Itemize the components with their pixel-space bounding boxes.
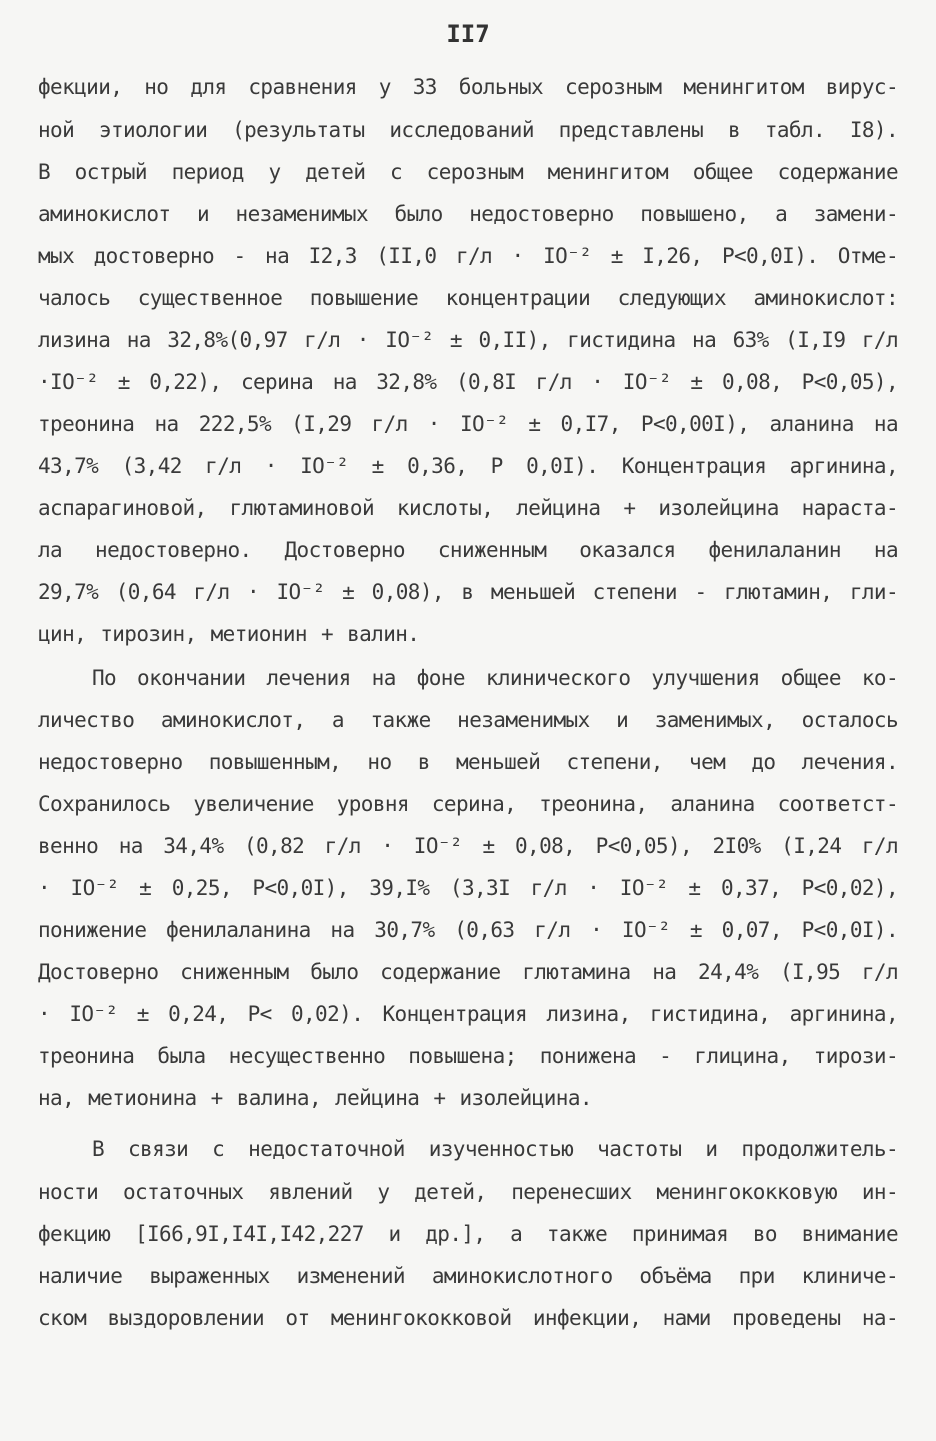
text-line: ной этиологии (результаты исследований представлены в табл. I8). bbox=[38, 118, 898, 142]
text-line: Достоверно сниженным было содержание глютамина на 24,4% (I,95 г/л bbox=[38, 960, 898, 984]
text-line: аминокислот и незаменимых было недостоверно повышено, а замени- bbox=[38, 202, 898, 226]
text-line: ·IO⁻² ± 0,22), серина на 32,8% (0,8I г/л · IO⁻² ± 0,08, P<0,05), bbox=[38, 370, 898, 394]
text-line: цин, тирозин, метионин + валин. bbox=[38, 622, 420, 646]
text-line: наличие выраженных изменений аминокислотного объёма при клиниче- bbox=[38, 1264, 898, 1288]
text-line: венно на 34,4% (0,82 г/л · IO⁻² ± 0,08, P<0,05), 2I0% (I,24 г/л bbox=[38, 834, 898, 858]
text-line: · IO⁻² ± 0,25, P<0,0I), 39,I% (3,3I г/л · IO⁻² ± 0,37, P<0,02), bbox=[38, 876, 898, 900]
text-line: 43,7% (3,42 г/л · IO⁻² ± 0,36, P 0,0I). Концентрация аргинина, bbox=[38, 454, 898, 478]
text-line: мых достоверно - на I2,3 (II,0 г/л · IO⁻² ± I,26, P<0,0I). Отме- bbox=[38, 244, 898, 268]
page-number: II7 bbox=[446, 20, 490, 48]
text-line: треонина была несущественно повышена; понижена - глицина, тирози- bbox=[38, 1044, 898, 1068]
text-line: По окончании лечения на фоне клинического улучшения общее ко- bbox=[92, 666, 898, 690]
text-line: · IO⁻² ± 0,24, P< 0,02). Концентрация лизина, гистидина, аргинина, bbox=[38, 1002, 898, 1026]
text-line: лизина на 32,8%(0,97 г/л · IO⁻² ± 0,II), гистидина на 63% (I,I9 г/л bbox=[38, 328, 898, 352]
text-line: на, метионина + валина, лейцина + изолейцина. bbox=[38, 1086, 592, 1110]
text-line: личество аминокислот, а также незаменимых и заменимых, осталось bbox=[38, 708, 898, 732]
text-line: недостоверно повышенным, но в меньшей степени, чем до лечения. bbox=[38, 750, 898, 774]
text-line: понижение фенилаланина на 30,7% (0,63 г/л · IO⁻² ± 0,07, P<0,0I). bbox=[38, 918, 898, 942]
text-line: аспарагиновой, глютаминовой кислоты, лейцина + изолейцина нараста- bbox=[38, 496, 898, 520]
text-line: чалось существенное повышение концентрации следующих аминокислот: bbox=[38, 286, 898, 310]
text-line: ности остаточных явлений у детей, перенесших менингококковую ин- bbox=[38, 1180, 898, 1204]
text-line: ском выздоровлении от менингококковой инфекции, нами проведены на- bbox=[38, 1306, 898, 1330]
text-line: треонина на 222,5% (I,29 г/л · IO⁻² ± 0,I7, P<0,00I), аланина на bbox=[38, 412, 898, 436]
text-line: В связи с недостаточной изученностью частоты и продолжитель- bbox=[92, 1137, 898, 1161]
text-line: 29,7% (0,64 г/л · IO⁻² ± 0,08), в меньшей степени - глютамин, гли- bbox=[38, 580, 898, 604]
text-line: В острый период у детей с серозным менингитом общее содержание bbox=[38, 160, 898, 184]
text-line: ла недостоверно. Достоверно сниженным оказался фенилаланин на bbox=[38, 538, 898, 562]
text-line: Сохранилось увеличение уровня серина, треонина, аланина соответст- bbox=[38, 792, 898, 816]
text-line: фекции, но для сравнения у 33 больных серозным менингитом вирус- bbox=[38, 75, 898, 99]
text-line: фекцию [I66,9I,I4I,I42,227 и др.], а также принимая во внимание bbox=[38, 1222, 898, 1246]
